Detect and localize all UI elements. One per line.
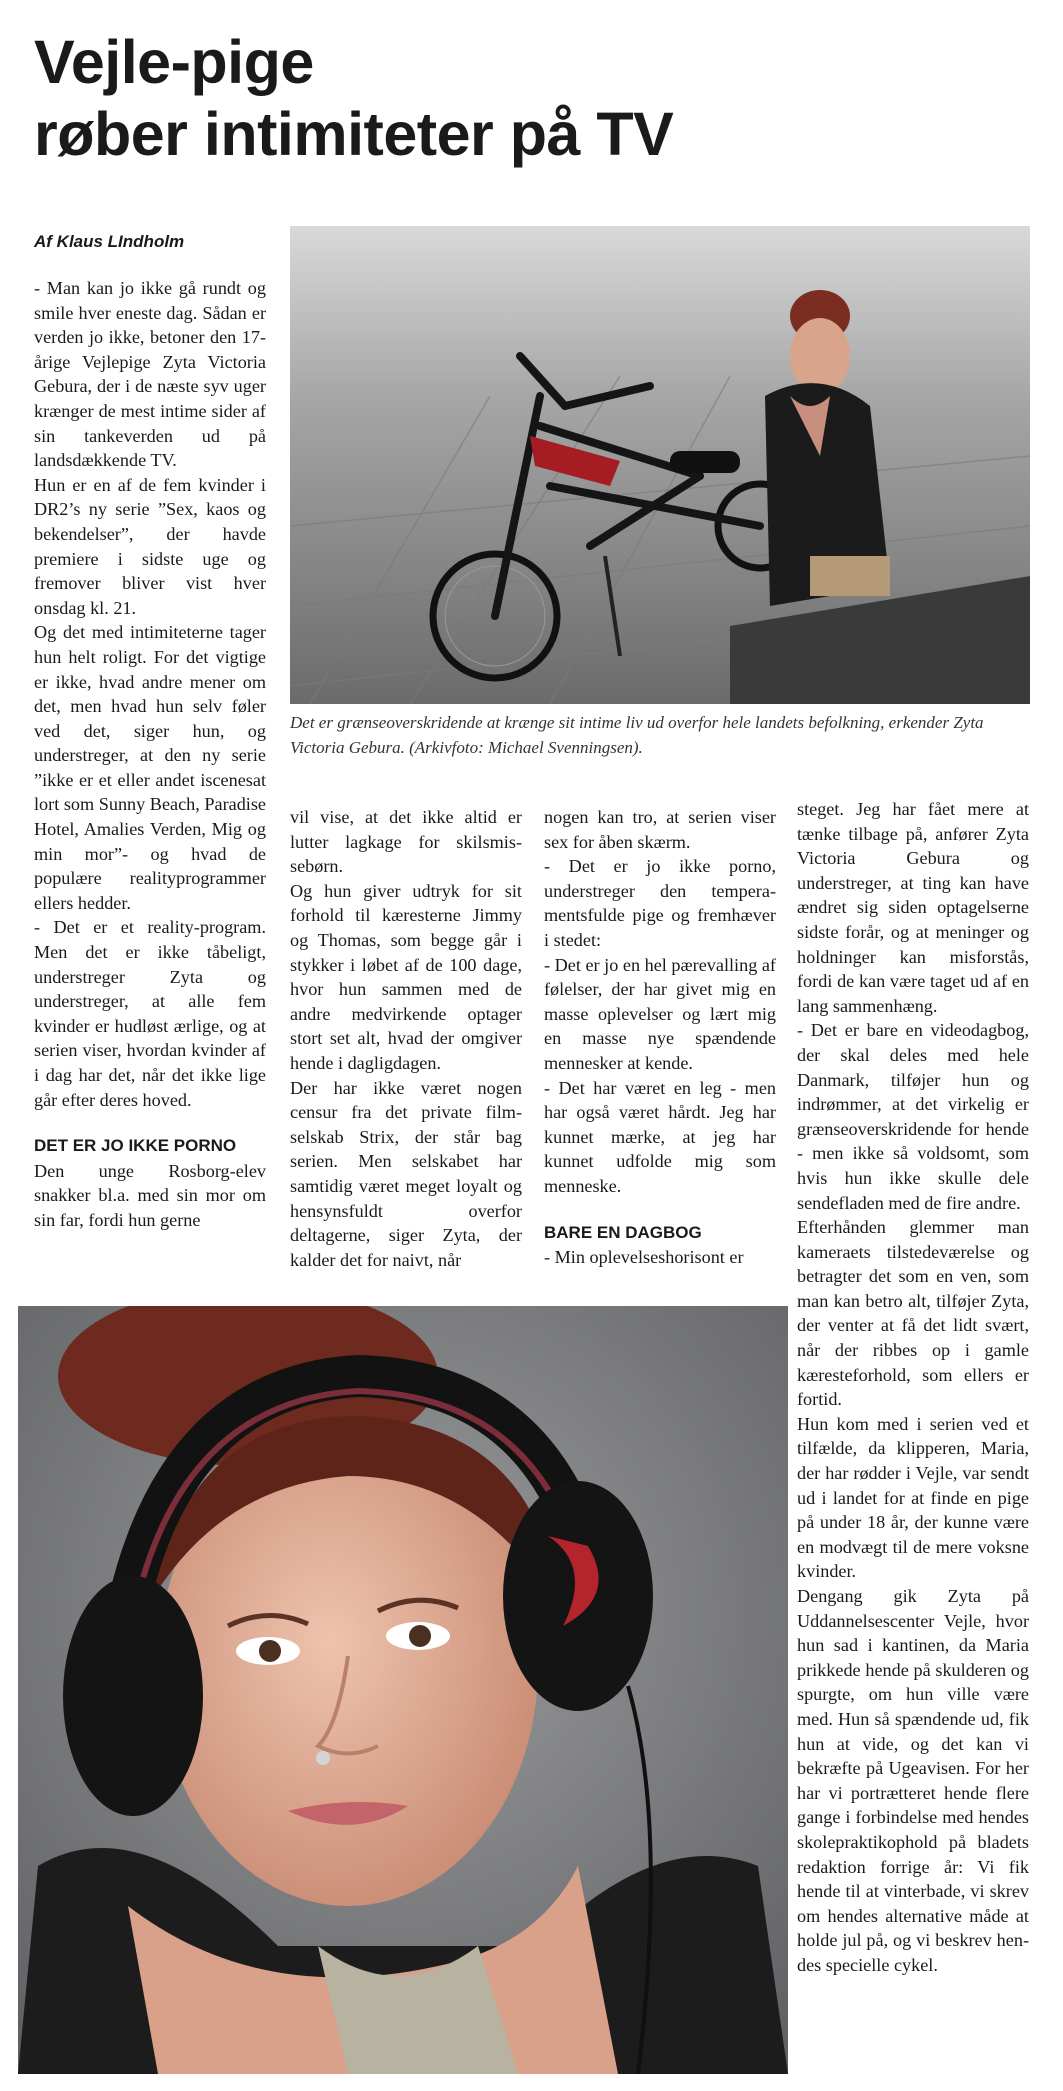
paragraph: Hun er en af de fem kvinder i DR2’s ny serie ”Sex, kaos og bekendelser”, der havde premiere i sidste uge og fremover bliver vist hver onsdag kl. 21. [34, 474, 266, 618]
paragraph: - Det er jo en hel pærevalling af følelser, der har givet mig en masse oplevelser og lært mig en masse nye spændende mennesker at kende. [544, 954, 776, 1073]
paragraph: Den unge Rosborg-elev snakker bl.a. med sin mor om sin far, fordi hun gerne [34, 1160, 266, 1230]
subheading-dagbog: BARE EN DAGBOG [544, 1222, 702, 1242]
paragraph: - Det har været en leg - men har også været hårdt. Jeg har kunnet mærke, at jeg har kunnet udfolde mig som menneske. [544, 1077, 776, 1196]
article-column-3 [544, 805, 776, 1270]
subheading-porno: DET ER JO IKKE PORNO [34, 1136, 237, 1156]
paragraph: - Man kan jo ikke gå rundt og smile hver eneste dag. Sådan er verden jo ikke, betoner den 17-årige Vejlepige Zyta Victoria Gebura, der i de næste syv uger krænger de mest intime sider af sin tankeverden ud på landsdækkende TV. [34, 278, 266, 471]
paragraph: nogen kan tro, at serien viser sex for åben skærm. [544, 807, 776, 852]
paragraph: - Det er bare en videodagbog, der skal deles med hele Danmark, tilføjer hun og indrømmer, at det virkelig er grænseoverskridende for hende - men ikke så voldsomt, som hvis hun ikke skulle dele sendefladen med de fire andre. [797, 1020, 1029, 1213]
paragraph: Dengang gik Zyta på Uddannelsescenter Vejle, hvor hun sad i kantinen, da Maria prikkede hende på skulderen og spurgte, om hun ville være med. Hun så spændende ud, fik hun at vide, og det kan vi bekræfte på Ugeavisen. For her har vi portrætteret hende flere gange i forbindelse med hendes skolepraktikophold på bladets redaktion forrige år: Vi fik hende til at vinterbade, vi skrev om hendes alternative måde at holde jul på, og vi beskrev hendes specielle cykel. [797, 1586, 1029, 1975]
paragraph: Der har ikke været nogen censur fra det private filmselskab Strix, der står bag serien. Men selskabet har samtidig været meget loyalt og hensynsfuldt overfor deltagerne, siger Zyta, der kalder det for naivt, når [290, 1077, 522, 1270]
paragraph: vil vise, at det ikke altid er lutter lagkage for skilsmissebørn. [290, 807, 522, 877]
headline [34, 26, 934, 170]
byline: Af Klaus LIndholm [34, 232, 185, 251]
bicycle-photo-image [290, 226, 1030, 704]
paragraph: Hun kom med i serien ved et tilfælde, da klipperen, Maria, der har rødder i Vejle, var sendt ud i landet for at finde en pige på under 18 år, der kunne være en modvægt til de mere voksne kvinder. [797, 1413, 1029, 1582]
article-column-2 [290, 805, 522, 1272]
paragraph: steget. Jeg har fået mere at tænke tilbage på, anfører Zyta Victoria Gebura og understreger, at ting kan have ændret sig siden optagelserne sidste forår, og at meninger og holdninger kan misforstås, fordi de kan være taget ud af en lang sammenhæng. [797, 799, 1029, 1016]
headline-line-2: røber intimiteter på TV [34, 100, 674, 168]
article-column-4 [797, 797, 1029, 1978]
portrait-photo-image [18, 1306, 788, 2074]
photo-girl-with-bicycle [290, 226, 1030, 704]
paragraph: - Det er et reality-program. Men det er ikke tåbeligt, understreger Zyta og understreger, at alle fem kvinder er hudløst ærlige, og at serien viser, hvordan kvinder af i dag har det, når det ikke lige går efter deres hoved. [34, 917, 266, 1110]
article-column-1 [34, 276, 266, 1233]
photo-caption: Det er grænseoverskridende at krænge sit intime liv ud overfor hele landets befolkning, erkender Zyta Victoria Gebura. (Arkivfoto: Michael Svenningsen). [290, 713, 984, 757]
paragraph: Og det med intimiteterne tager hun helt roligt. For det vigtige er ikke, hvad andre mener om det, men hvad hun selv føler ved det, siger hun, og understreger, at den ny serie ”ikke er et eller andet iscenesat lort som Sunny Beach, Paradise Hotel, Amalies Verden, Mig og min mor”- og hvad de populære realityprogrammer ellers hedder. [34, 622, 266, 913]
paragraph: Og hun giver udtryk for sit forhold til kæresterne Jimmy og Thomas, som begge går i stykker i løbet af de 100 dage, hvor hun sammen med de andre medvirkende optager stort set alt, hvad der omgiver hende i dagligdagen. [290, 880, 522, 1073]
headline-line-1: Vejle-pige [34, 28, 314, 96]
paragraph: Efterhånden glemmer man kameraets tilstedeværelse og betragter det som en ven, som man kan betro alt, tilføjer Zyta, der venter at få det lidt svært, når der ribbes op i gamle kæresteforhold, som ellers er fortid. [797, 1217, 1029, 1410]
photo-portrait-headphones [18, 1306, 788, 2074]
paragraph: - Min oplevelseshorisont er [544, 1247, 744, 1268]
paragraph: - Det er jo ikke porno, understreger den temperamentsfulde pige og fremhæver i stedet: [544, 856, 776, 950]
